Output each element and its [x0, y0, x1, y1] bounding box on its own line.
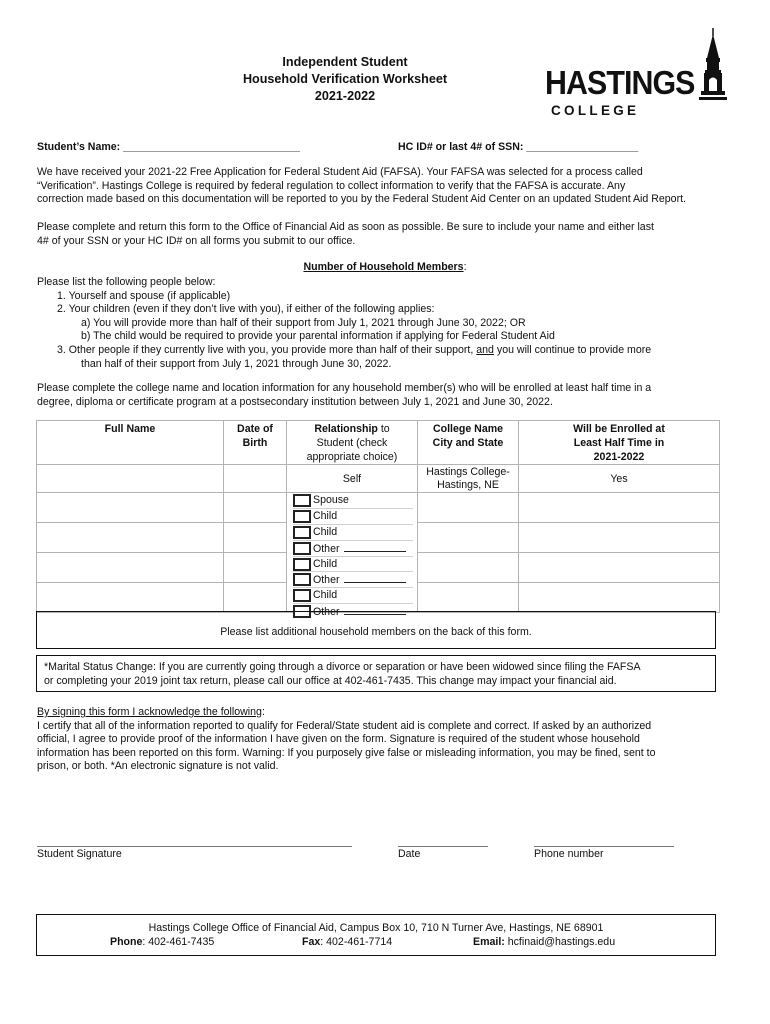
header-enrolled — [519, 421, 720, 465]
relationship-option-label: Child — [313, 510, 338, 523]
relationship-option — [293, 588, 413, 604]
relationship-option-label: Other — [313, 542, 340, 555]
page-title: Independent Student — [282, 55, 408, 69]
list-item-1: 1. Yourself and spouse (if applicable) — [57, 289, 231, 302]
footer-email-value: hcfinaid@hastings.edu — [504, 936, 616, 948]
phone-number-label: Phone number — [534, 848, 604, 860]
self-dob-cell[interactable] — [224, 465, 287, 493]
additional-members-note: Please list additional household members on the back of this form. — [220, 626, 532, 638]
member-college-cell[interactable] — [418, 583, 519, 613]
relationship-checkbox[interactable] — [293, 510, 311, 523]
logo-college: COLLEGE — [551, 103, 640, 118]
header-full-name — [37, 421, 224, 465]
relationship-option-label: Other — [313, 605, 340, 618]
header-relationship — [287, 421, 418, 465]
header-dob-line: Birth — [242, 436, 268, 449]
list-item-3-cont: than half of their support from July 1, 2021 through June 30, 2022. — [81, 357, 392, 370]
footer-fax-label: Fax — [302, 936, 321, 948]
header-college-line: City and State — [432, 436, 504, 449]
header-enrolled-line: Least Half Time in — [573, 436, 665, 449]
footer-email[interactable] — [473, 936, 615, 948]
college-instructions — [37, 382, 737, 409]
footer-phone-value: : 402-461-7435 — [142, 936, 215, 948]
list-item-2b: b) The child would be required to provide your parental information if applying for Federal Student Aid — [81, 330, 555, 343]
certification-heading: By signing this form I acknowledge the following — [37, 706, 262, 718]
relationship-option — [293, 572, 413, 588]
footer-fax — [302, 936, 392, 948]
intro-line: correction made based on this documentation will be reported to you by the Federal Student Aid Center on an updated Student Aid Report. — [37, 193, 686, 206]
list-item-2a: a) You will provide more than half of their support from July 1, 2021 through June 30, 2022; OR — [81, 316, 526, 329]
header-dob-line: Date of — [237, 423, 273, 435]
instruction-lead: Please list the following people below: — [37, 276, 216, 288]
relationship-checkbox[interactable] — [293, 526, 311, 539]
member-name-cell[interactable] — [37, 523, 224, 553]
list-item-2: 2. Your children (even if they don’t live with you), if either of the following applies: — [57, 303, 435, 316]
header-relationship-bold: Relationship — [314, 423, 378, 435]
relationship-option — [293, 509, 413, 525]
hastings-logo — [545, 28, 735, 120]
hc-id-field[interactable]: HC ID# or last 4# of SSN: ___________________ — [398, 141, 639, 153]
intro-line: Please complete and return this form to the Office of Financial Aid as soon as possible. Be sure to include your name and either last — [37, 221, 654, 233]
household-heading-text: Number of Household Members — [303, 261, 464, 273]
intro-paragraph-2 — [37, 221, 737, 248]
relationship-option — [293, 541, 413, 557]
member-dob-cell[interactable] — [224, 583, 287, 613]
relationship-checkbox[interactable] — [293, 542, 311, 555]
certification-heading-colon: : — [261, 706, 265, 718]
member-college-cell[interactable] — [418, 493, 519, 523]
date-label: Date — [398, 848, 421, 860]
relationship-option-label: Child — [313, 557, 338, 570]
member-enrolled-cell[interactable] — [519, 493, 720, 523]
list-item-3-text: 3. Other people if they currently live with you, you provide more than half of their support, — [57, 343, 477, 356]
page-subtitle: Household Verification Worksheet — [242, 72, 448, 86]
member-name-cell[interactable] — [37, 553, 224, 583]
header-full-name-text: Full Name — [104, 423, 156, 435]
relationship-option-label: Spouse — [313, 494, 349, 507]
page-year: 2021-2022 — [314, 89, 376, 103]
student-name-field[interactable]: Student’s Name: ______________________________ — [37, 141, 300, 153]
footer-fax-value: : 402-461-7714 — [320, 936, 393, 948]
other-relationship-blank[interactable] — [344, 572, 406, 583]
relationship-option — [293, 557, 413, 573]
self-name-cell[interactable] — [37, 465, 224, 493]
member-dob-cell[interactable] — [224, 493, 287, 523]
relationship-option-label: Child — [313, 589, 338, 602]
marital-line: or completing your 2019 joint tax return, please call our office at 402-461-7435. This change may impact your financial aid. — [44, 675, 617, 687]
member-enrolled-cell[interactable] — [519, 553, 720, 583]
student-signature-label: Student Signature — [37, 848, 122, 860]
member-enrolled-cell[interactable] — [519, 523, 720, 553]
intro-line: “Verification”. Hastings College is required by federal regulation to collect information to verify that the FAFSA is accurate. Any — [37, 179, 626, 192]
member-college-cell[interactable] — [418, 523, 519, 553]
relationship-option-label: Child — [313, 525, 338, 538]
relationship-options-cell — [287, 493, 418, 618]
other-relationship-blank[interactable] — [344, 541, 406, 552]
member-dob-cell[interactable] — [224, 553, 287, 583]
list-item-3-text-end: you will continue to provide more — [493, 343, 652, 356]
header-college-line: College Name — [432, 423, 504, 435]
member-college-cell[interactable] — [418, 553, 519, 583]
relationship-checkbox[interactable] — [293, 494, 311, 507]
certification — [37, 706, 737, 774]
household-heading-colon: : — [463, 261, 467, 273]
footer-phone — [110, 936, 214, 948]
self-college-line: Hastings College- — [426, 465, 510, 478]
household-table — [36, 420, 720, 618]
list-item-3 — [37, 344, 737, 358]
college-instruction-line: degree, diploma or certificate program at a postsecondary institution between July 1, 2021 and June 30, 2022. — [37, 395, 553, 408]
college-instruction-line: Please complete the college name and location information for any household member(s) who will be enrolled at least half time in a — [37, 382, 652, 394]
marital-status-box — [36, 655, 716, 692]
footer-address: Hastings College Office of Financial Aid, Campus Box 10, 710 N Turner Ave, Hastings, NE 68901 — [148, 922, 604, 934]
list-item-3-and: and — [476, 343, 494, 356]
member-name-cell[interactable] — [37, 493, 224, 523]
header-college — [418, 421, 519, 465]
tower-icon — [695, 28, 731, 108]
self-relationship-cell — [287, 465, 418, 493]
header-enrolled-line: Will be Enrolled at — [573, 423, 665, 435]
self-college-line: Hastings, NE — [437, 478, 499, 491]
header-enrolled-line: 2021-2022 — [593, 450, 645, 463]
relationship-checkbox[interactable] — [293, 589, 311, 602]
self-relationship-text: Self — [342, 472, 362, 485]
household-instructions — [37, 276, 737, 371]
relationship-option — [293, 525, 413, 541]
self-enrolled-cell — [519, 465, 720, 493]
certification-line: information has been reported on this form. Warning: If you purposely give false or misleading information, you may be fined, sent to — [37, 746, 656, 759]
footer-phone-label: Phone — [110, 936, 143, 948]
header-relationship-line: appropriate choice) — [306, 450, 398, 463]
contact-footer-box — [36, 914, 716, 956]
intro-line: We have received your 2021-22 Free Application for Federal Student Aid (FAFSA). Your FAFSA was selected for a process called — [37, 166, 643, 178]
member-enrolled-cell[interactable] — [519, 583, 720, 613]
relationship-option-label: Other — [313, 574, 340, 587]
logo-wordmark: HASTINGS — [545, 64, 695, 101]
member-dob-cell[interactable] — [224, 523, 287, 553]
intro-line: 4# of your SSN or your HC ID# on all forms you submit to our office. — [37, 234, 356, 247]
footer-email-label: Email: — [473, 936, 505, 948]
intro-paragraph-1 — [37, 166, 737, 207]
certification-line: official, I agree to provide proof of the information I have given on the form. Signature is required of the student whose household — [37, 733, 640, 746]
certification-line: prison, or both. *An electronic signature is not valid. — [37, 760, 279, 773]
header-dob — [224, 421, 287, 465]
self-enrolled-text: Yes — [610, 472, 628, 485]
additional-members-note-box — [36, 611, 716, 649]
relationship-checkbox[interactable] — [293, 573, 311, 586]
self-college-cell — [418, 465, 519, 493]
certification-line: I certify that all of the information reported to qualify for Federal/State student aid is complete and correct. If asked by an authorized — [37, 719, 652, 732]
header-relationship-line: Student (check — [316, 436, 388, 449]
header-relationship-to: to — [377, 423, 390, 435]
member-name-cell[interactable] — [37, 583, 224, 613]
household-heading — [0, 261, 770, 273]
relationship-option — [293, 493, 413, 509]
relationship-checkbox[interactable] — [293, 558, 311, 571]
marital-line: *Marital Status Change: If you are currently going through a divorce or separation or have been widowed since filing the FAFSA — [44, 661, 641, 673]
